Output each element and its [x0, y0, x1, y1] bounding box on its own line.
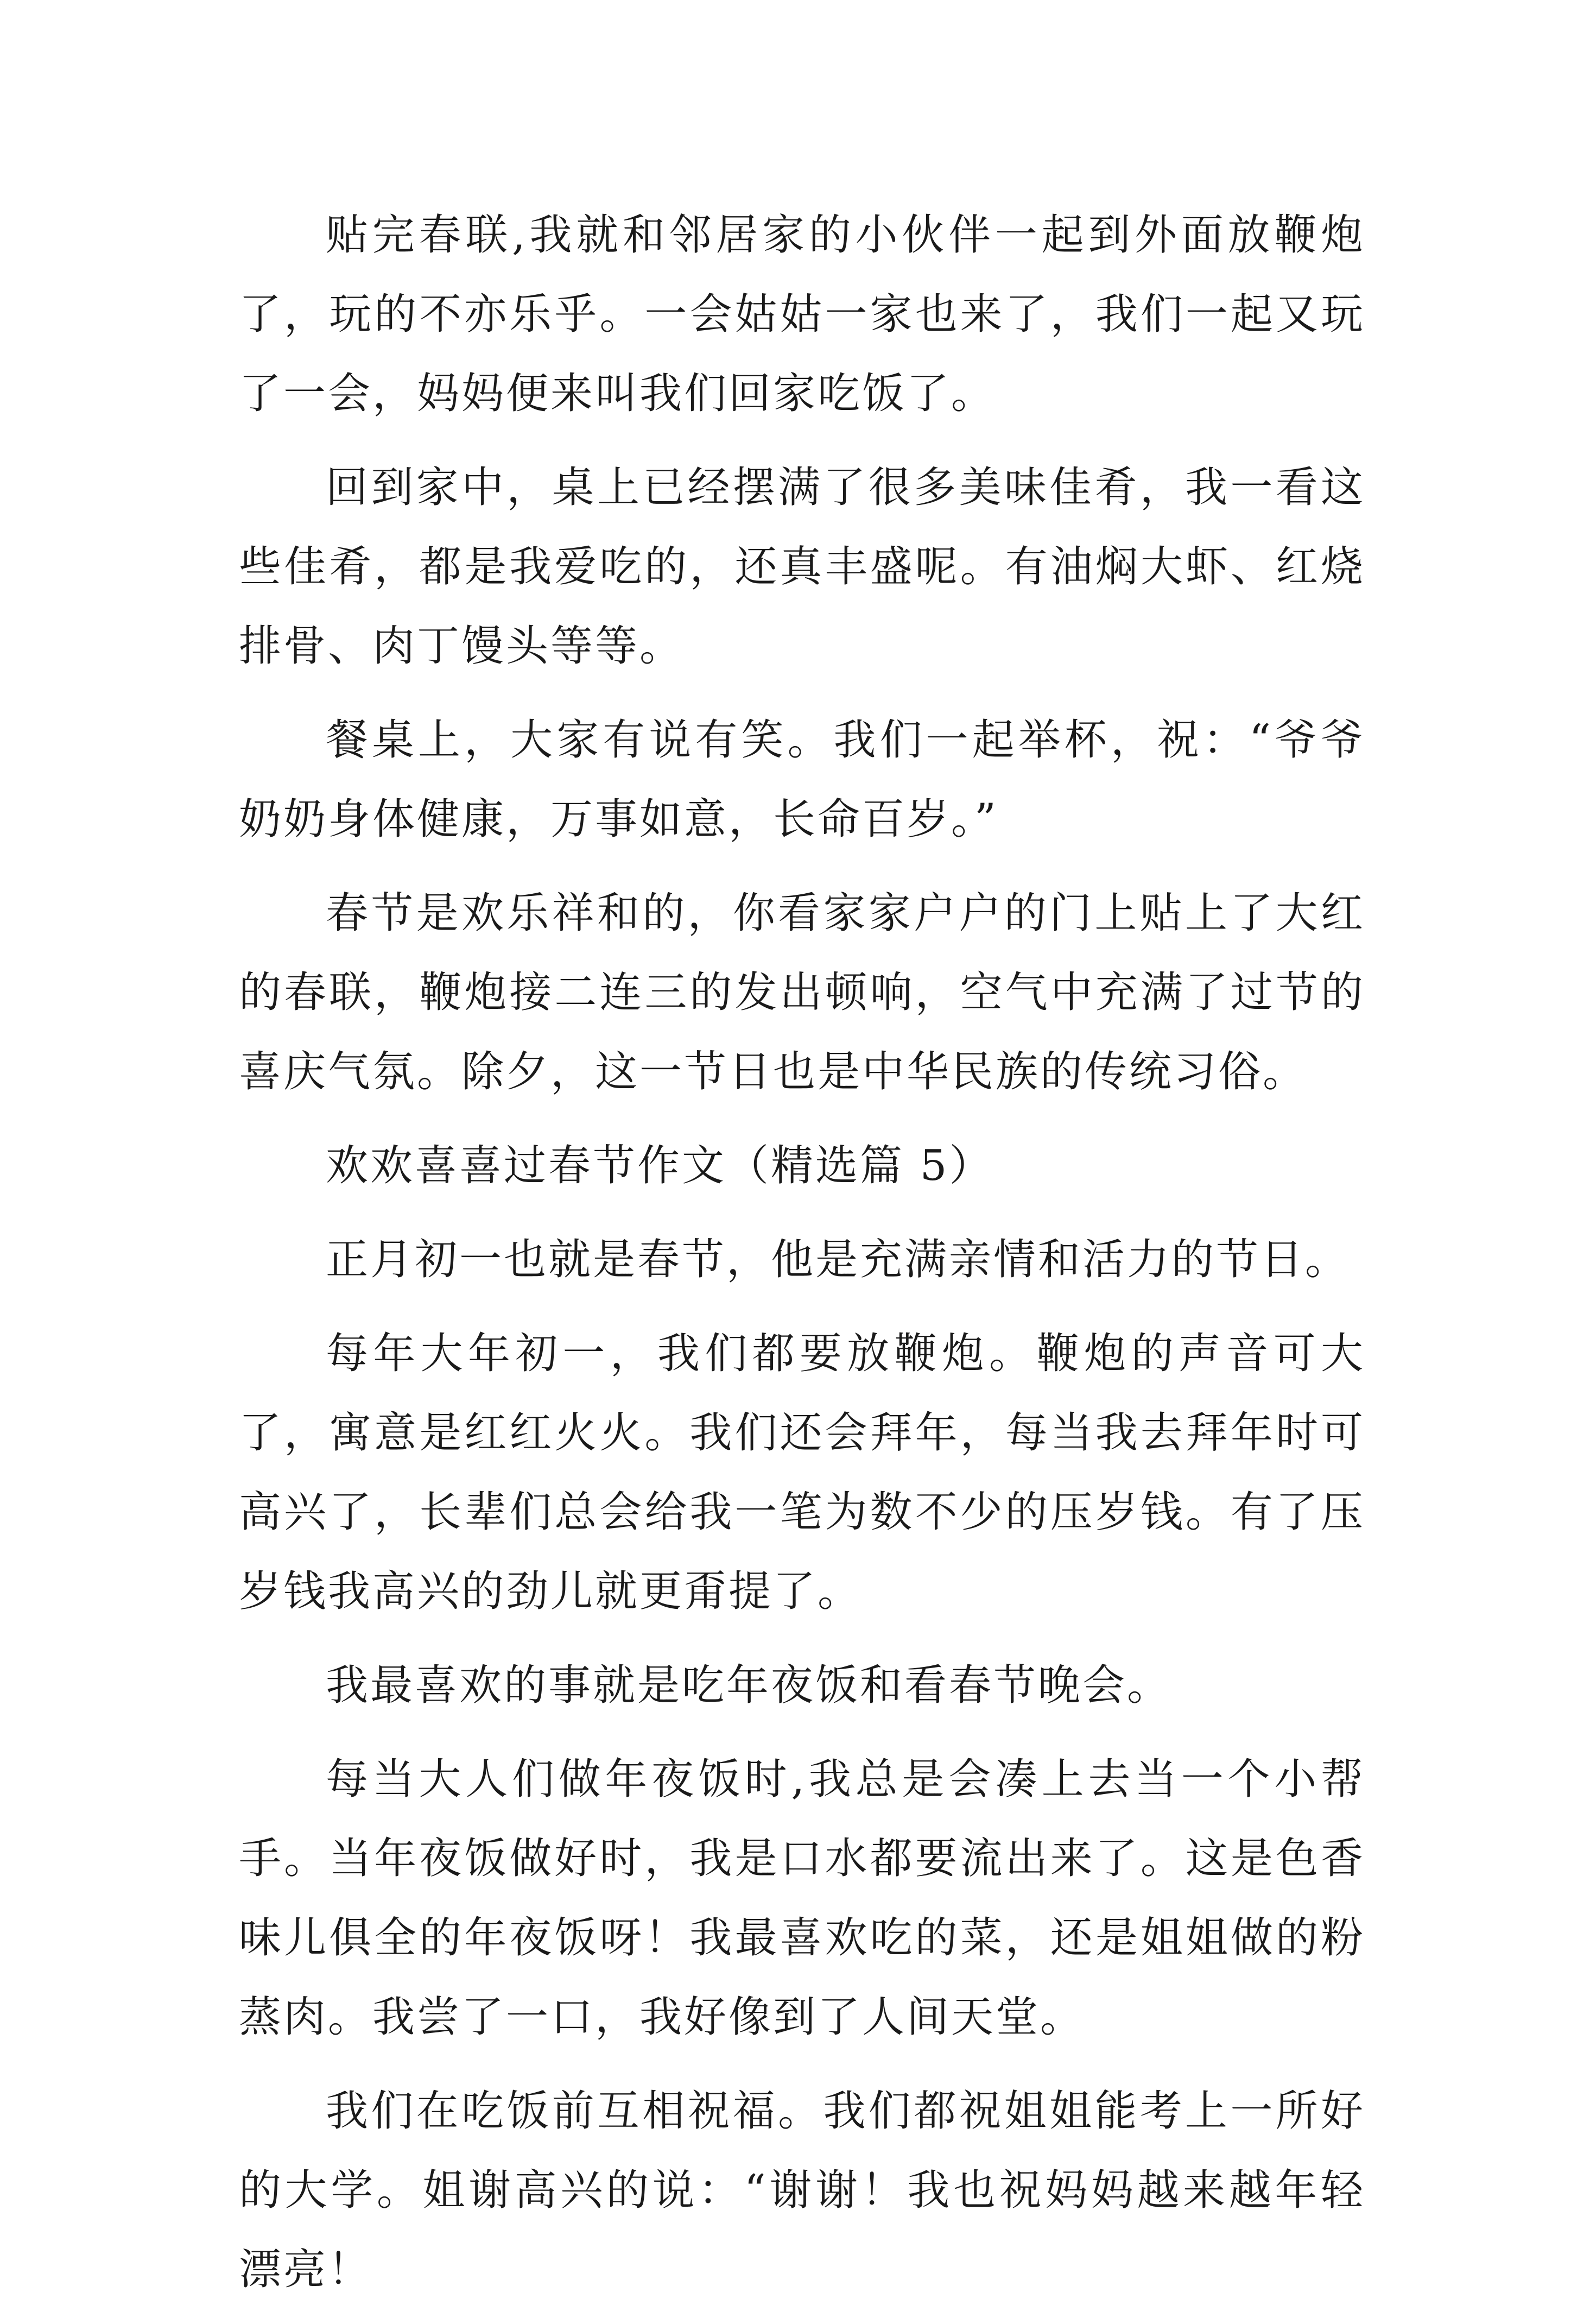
section-heading: 欢欢喜喜过春节作文（精选篇 5） — [326, 1141, 994, 1190]
document-body — [239, 195, 1365, 2324]
paragraph: 餐桌上，大家有说有笑。我们一起举杯，祝：“爷爷奶奶身体健康，万事如意，长命百岁。” — [239, 716, 1365, 844]
paragraph: 每当大人们做年夜饭时,我总是会凑上去当一个小帮手。当年夜饭做好时，我是口水都要流出来了。这是色香味儿俱全的年夜饭呀！我最喜欢吃的菜，还是姐姐做的粉蒸肉。我尝了一口，我好像到了人间天堂。 — [239, 1755, 1365, 2042]
paragraph: 正月初一也就是春节，他是充满亲情和活力的节日。 — [326, 1235, 1350, 1284]
paragraph: 贴完春联,我就和邻居家的小伙伴一起到外面放鞭炮了，玩的不亦乐乎。一会姑姑一家也来了，我们一起又玩了一会，妈妈便来叫我们回家吃饭了。 — [239, 211, 1365, 418]
paragraph: 每年大年初一，我们都要放鞭炮。鞭炮的声音可大了，寓意是红红火火。我们还会拜年，每当我去拜年时可高兴了，长辈们总会给我一笔为数不少的压岁钱。有了压岁钱我高兴的劲儿就更甭提了。 — [239, 1329, 1365, 1616]
paragraph: 春节是欢乐祥和的，你看家家户户的门上贴上了大红的春联，鞭炮接二连三的发出顿响，空气中充满了过节的喜庆气氛。除夕，这一节日也是中华民族的传统习俗。 — [239, 889, 1365, 1096]
paragraph: 回到家中，桌上已经摆满了很多美味佳肴，我一看这些佳肴，都是我爱吃的，还真丰盛呢。有油焖大虾、红烧排骨、肉丁馒头等等。 — [239, 463, 1365, 671]
paragraph: 我们在吃饭前互相祝福。我们都祝姐姐能考上一所好的大学。姐谢高兴的说：“谢谢！我也祝妈妈越来越年轻漂亮！ — [239, 2087, 1365, 2294]
paragraph: 我最喜欢的事就是吃年夜饭和看春节晚会。 — [326, 1661, 1172, 1710]
